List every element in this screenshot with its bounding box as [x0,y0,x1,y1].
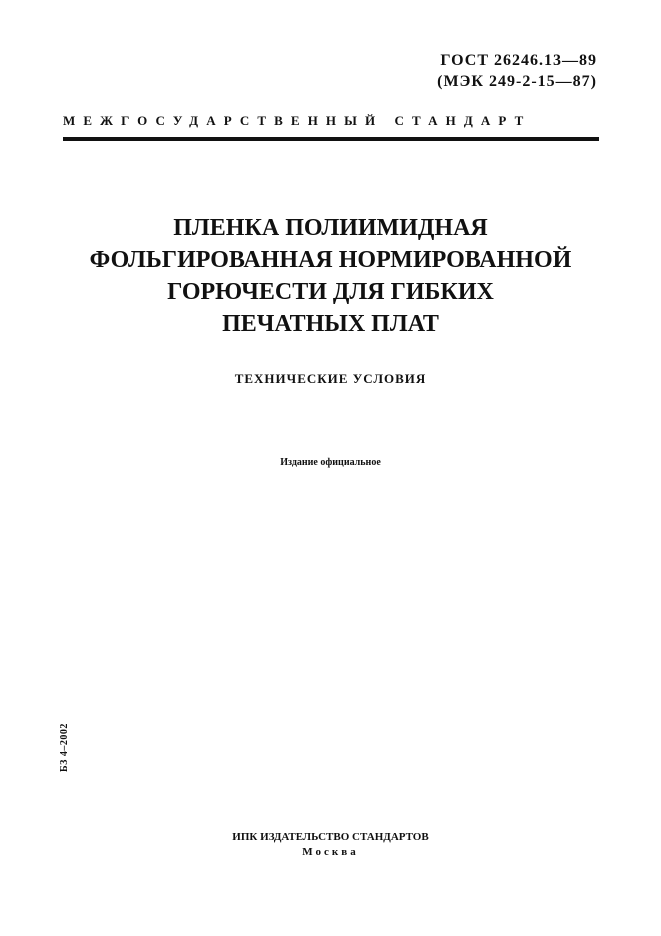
document-title [40,212,621,340]
edition-label: Издание официальное [280,457,381,468]
side-code: БЗ 4–2002 [59,723,70,772]
publisher-city: Москва [302,846,359,858]
title-line: ФОЛЬГИРОВАННАЯ НОРМИРОВАННОЙ [89,247,572,273]
publisher-name: ИПК ИЗДАТЕЛЬСТВО СТАНДАРТОВ [232,831,429,843]
iec-code: (МЭК 249-2-15—87) [437,73,597,90]
title-line: ПЛЕНКА ПОЛИИМИДНАЯ [173,215,488,241]
standard-code-block [437,50,597,92]
title-line: ПЕЧАТНЫХ ПЛАТ [222,311,439,337]
publisher-block [40,830,621,860]
standard-type-heading: МЕЖГОСУДАРСТВЕННЫЙ СТАНДАРТ [63,113,532,128]
document-subtitle: ТЕХНИЧЕСКИЕ УСЛОВИЯ [234,371,427,386]
header-rule [63,137,599,141]
gost-code: ГОСТ 26246.13—89 [440,52,597,69]
title-line: ГОРЮЧЕСТИ ДЛЯ ГИБКИХ [167,279,494,305]
